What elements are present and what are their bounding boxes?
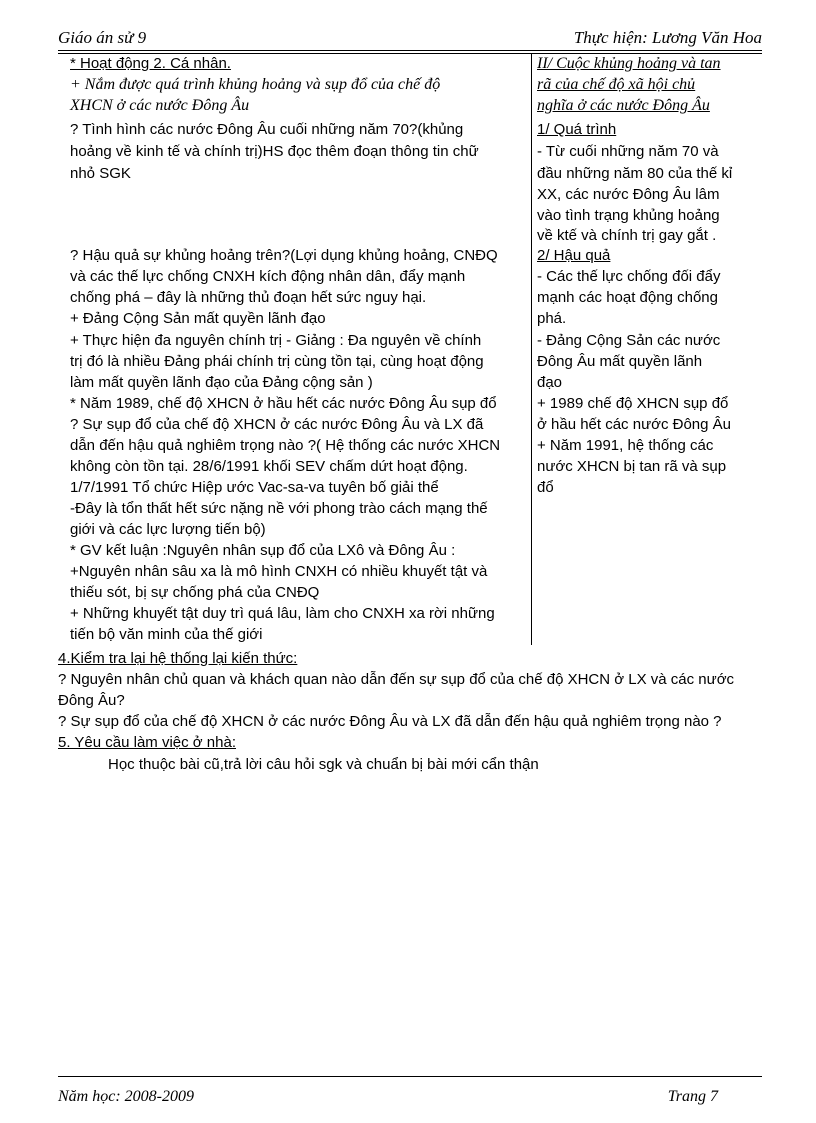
activity-text-line: ? Hậu quả sự khủng hoảng trên?(Lợi dụng khủng hoảng, CNĐQ xyxy=(70,247,498,264)
content-line: đạo xyxy=(537,374,563,391)
activity-text-line: 1/7/1991 Tổ chức Hiệp ước Vac-sa-va tuyên bố giải thể xyxy=(70,479,439,496)
activity-text-line: + Những khuyết tật duy trì quá lâu, làm cho CNXH xa rời những xyxy=(70,605,495,622)
footer-school-year: Năm học: 2008-2009 xyxy=(58,1088,194,1105)
section-heading-line: nghĩa ở các nước Đông Âu xyxy=(537,97,710,114)
content-line: - Từ cuối những năm 70 và xyxy=(537,143,719,160)
activity-text-line: trị đó là nhiều Đảng phái chính trị cùng tồn tại, cùng hoạt động xyxy=(70,353,484,370)
activity-text-line: không còn tồn tại. 28/6/1991 khối SEV chấm dứt hoạt động. xyxy=(70,458,468,475)
footer-rule xyxy=(58,1076,762,1077)
activity-text-line: +Nguyên nhân sâu xa là mô hình CNXH có nhiều khuyết tật và xyxy=(70,563,488,580)
activity-text-line: chống phá – đây là những thủ đoạn hết sức nguy hại. xyxy=(70,289,427,306)
content-line: về ktế và chính trị gay gắt . xyxy=(537,227,717,244)
activity-text-line: dẫn đến hậu quả nghiêm trọng nào ?( Hệ thống các nước XHCN xyxy=(70,437,501,454)
section-heading-line: rã của chế độ xã hội chủ xyxy=(537,76,696,93)
content-line: đổ xyxy=(537,479,554,496)
review-question-cont: Đông Âu? xyxy=(58,692,125,709)
activity-text-line: + Thực hiện đa nguyên chính trị - Giảng : Đa nguyên về chính xyxy=(70,332,482,349)
activity-text-line: ? Tình hình các nước Đông Âu cuối những năm 70?(khủng xyxy=(70,121,464,138)
activity-text-line: ? Sự sụp đổ của chế độ XHCN ở các nước Đông Âu và LX đã xyxy=(70,416,484,433)
activity-text-line: hoảng về kinh tế và chính trị)HS đọc thêm đoạn thông tin chữ xyxy=(70,143,479,160)
content-line: mạnh các hoạt động chống xyxy=(537,289,718,306)
subheading-consequence: 2/ Hậu quả xyxy=(537,247,611,264)
page-footer xyxy=(58,1088,762,1108)
activity-text-line: thiếu sót, bị sự chống phá của CNĐQ xyxy=(70,584,320,601)
content-line: + 1989 chế độ XHCN sụp đổ xyxy=(537,395,729,412)
content-line: ở hầu hết các nước Đông Âu xyxy=(537,416,731,433)
homework-title: 5. Yêu cầu làm việc ở nhà: xyxy=(58,734,236,751)
page-header xyxy=(58,28,762,50)
review-title: 4.Kiểm tra lại hệ thống lại kiến thức: xyxy=(58,650,298,667)
activity-text-line: tiến bộ văn minh của thế giới xyxy=(70,626,263,643)
content-line: đầu những năm 80 của thế kỉ xyxy=(537,165,733,182)
activity-text-line: * GV kết luận :Nguyên nhân sụp đổ của LXô và Đông Âu : xyxy=(70,542,456,559)
content-line: - Đảng Cộng Sản các nước xyxy=(537,332,721,349)
activity-text-line: và các thế lực chống CNXH kích động nhân dân, đẩy mạnh xyxy=(70,268,466,285)
activity-goal-line: + Nắm được quá trình khủng hoảng và sụp đổ của chế độ xyxy=(70,76,441,93)
subheading-process: 1/ Quá trình xyxy=(537,121,617,138)
content-line: nước XHCN bị tan rã và sụp xyxy=(537,458,727,475)
content-line: - Các thế lực chống đối đẩy xyxy=(537,268,721,285)
column-divider xyxy=(531,53,532,645)
activity-text-line: giới và các lực lượng tiến bộ) xyxy=(70,521,266,538)
activity-text-line: làm mất quyền lãnh đạo của Đảng cộng sản ) xyxy=(70,374,373,391)
activity-text-line: + Đảng Cộng Sản mất quyền lãnh đạo xyxy=(70,310,326,327)
activity-text-line: nhỏ SGK xyxy=(70,165,131,182)
header-teacher: Thực hiện: Lương Văn Hoa xyxy=(573,28,762,47)
review-question: ? Sự sụp đổ của chế độ XHCN ở các nước Đông Âu và LX đã dẫn đến hậu quả nghiêm trọng nào ? xyxy=(58,713,722,730)
homework-text: Học thuộc bài cũ,trả lời câu hỏi sgk và chuẩn bị bài mới cẩn thận xyxy=(108,756,539,773)
activity-text-line: * Năm 1989, chế độ XHCN ở hầu hết các nước Đông Âu sụp đổ xyxy=(70,395,497,412)
content-line: XX, các nước Đông Âu lâm xyxy=(537,186,720,203)
content-line: phá. xyxy=(537,310,567,327)
activity-text-line: -Đây là tổn thất hết sức nặng nề với phong trào cách mạng thế xyxy=(70,500,488,517)
content-line: + Năm 1991, hệ thống các xyxy=(537,437,714,454)
activity-goal-line: XHCN ở các nước Đông Âu xyxy=(70,97,250,114)
content-line: Đông Âu mất quyền lãnh xyxy=(537,353,703,370)
footer-page-number: Trang 7 xyxy=(667,1088,718,1105)
header-subject: Giáo án sử 9 xyxy=(58,28,147,47)
lesson-table xyxy=(70,53,750,645)
review-question: ? Nguyên nhân chủ quan và khách quan nào dẫn đến sự sụp đổ của chế độ XHCN ở LX và các nước xyxy=(58,671,735,688)
content-line: vào tình trạng khủng hoảng xyxy=(537,207,720,224)
section-heading-line: II/ Cuộc khủng hoảng và tan xyxy=(537,55,721,72)
activity-heading: * Hoạt động 2. Cá nhân. xyxy=(70,55,231,72)
